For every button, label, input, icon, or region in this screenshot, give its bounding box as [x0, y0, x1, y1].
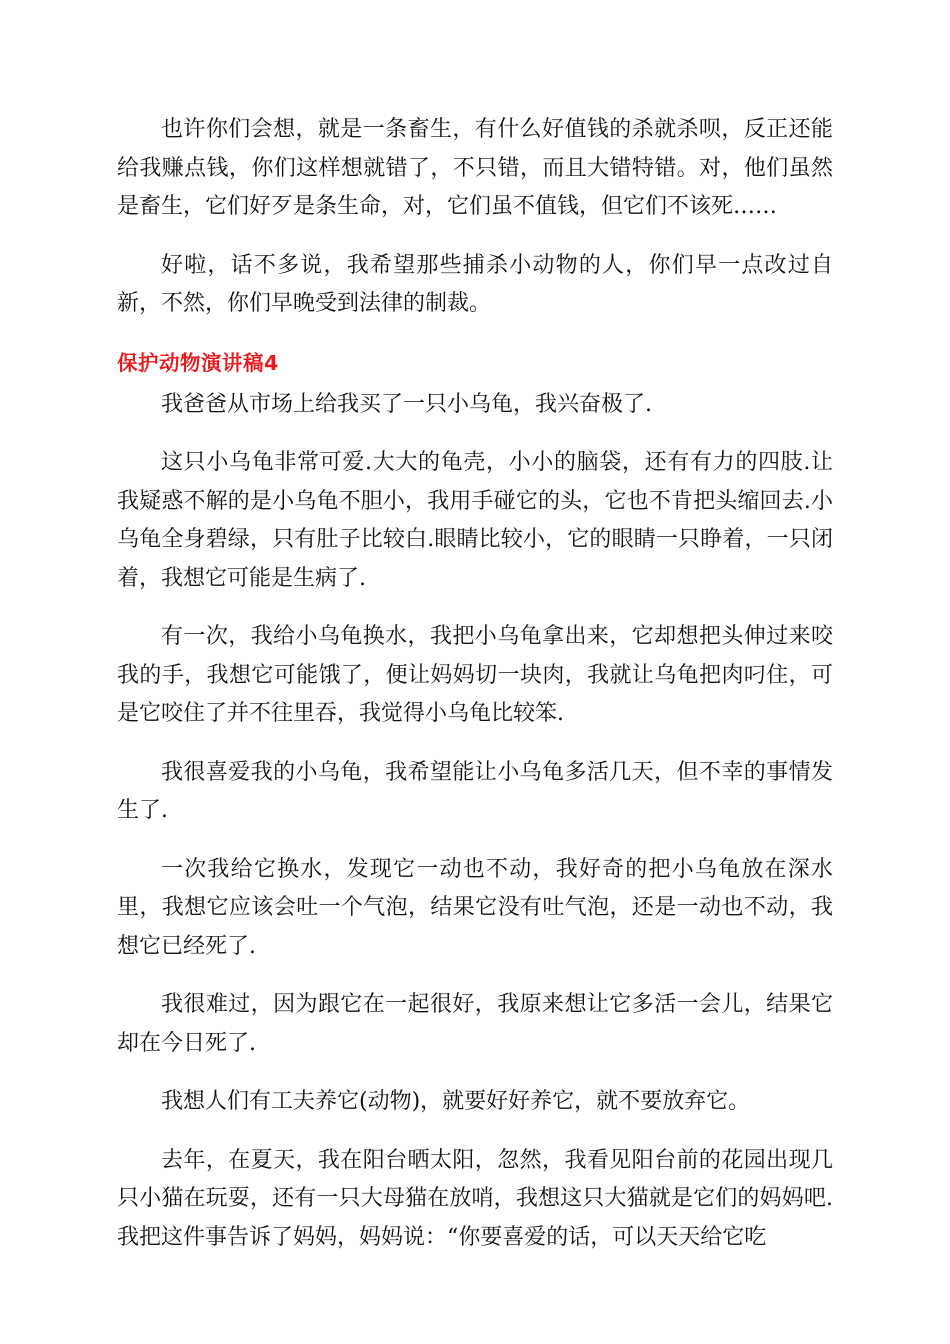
- paragraph: 好啦，话不多说，我希望那些捕杀小动物的人，你们早一点改过自新，不然，你们早晚受到法律的制裁。: [117, 252, 833, 316]
- paragraph: 我很难过，因为跟它在一起很好，我原来想让它多活一会儿，结果它却在今日死了.: [117, 992, 833, 1056]
- paragraph: 去年，在夏天，我在阳台晒太阳，忽然，我看见阳台前的花园出现几只小猫在玩耍，还有一只大母猫在放哨，我想这只大猫就是它们的妈妈吧.我把这件事告诉了妈妈，妈妈说：“你要喜爱的话，可以天天给它吃: [117, 1147, 833, 1250]
- paragraph: 我想人们有工夫养它(动物)，就要好好养它，就不要放弃它。: [161, 1089, 751, 1114]
- paragraph: 一次我给它换水，发现它一动也不动，我好奇的把小乌龟放在深水里，我想它应该会吐一个气泡，结果它没有吐气泡，还是一动也不动，我想它已经死了.: [117, 856, 833, 959]
- paragraph: 我很喜爱我的小乌龟，我希望能让小乌龟多活几天，但不幸的事情发生了.: [117, 759, 833, 823]
- paragraph: 有一次，我给小乌龟换水，我把小乌龟拿出来，它却想把头伸过来咬我的手，我想它可能饿了，便让妈妈切一块肉，我就让乌龟把肉叼住，可是它咬住了并不往里吞，我觉得小乌龟比较笨.: [117, 624, 833, 726]
- paragraph: 也许你们会想，就是一条畜生，有什么好值钱的杀就杀呗，反正还能给我赚点钱，你们这样想就错了，不只错，而且大错特错。对，他们虽然是畜生，它们好歹是条生命，对，它们虽不值钱，但它们不该死……: [117, 117, 833, 219]
- section-heading: 保护动物演讲稿4: [117, 350, 279, 375]
- paragraph: 这只小乌龟非常可爱.大大的龟壳，小小的脑袋，还有有力的四肢.让我疑惑不解的是小乌龟不胆小，我用手碰它的头，它也不肯把头缩回去.小乌龟全身碧绿，只有肚子比较白.眼睛比较小，它的眼睛一只睁着，一只闭着，我想它可能是生病了.: [117, 450, 833, 591]
- document-body: [117, 111, 833, 1277]
- paragraph: 我爸爸从市场上给我买了一只小乌龟，我兴奋极了.: [161, 391, 652, 417]
